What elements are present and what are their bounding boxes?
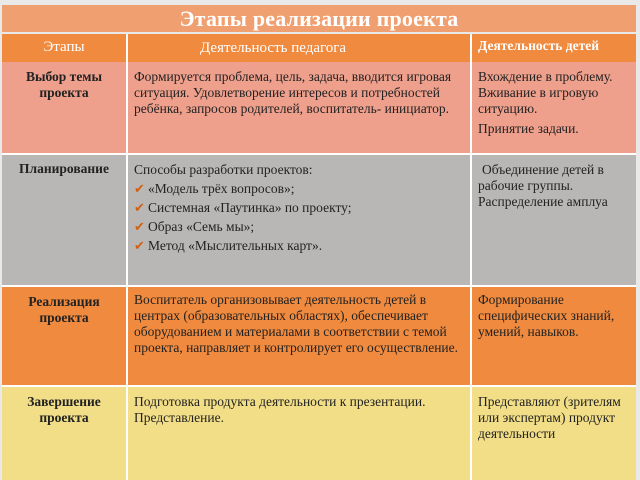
title-banner [2, 5, 636, 32]
children-implementation-text: Формирование специфических знаний, умений, навыков. [478, 292, 615, 339]
header-children-label: Деятельность детей [478, 38, 599, 53]
children-completion [472, 386, 636, 480]
list-item [134, 238, 464, 254]
children-choice [472, 62, 636, 154]
list-item-text: Образ «Семь мы»; [148, 219, 255, 234]
list-item [134, 181, 464, 197]
teacher-planning [128, 154, 470, 286]
stage-completion [2, 386, 126, 480]
teacher-implementation-text: Воспитатель организовывает деятельность детей в центрах (образовательных областях), обеспечивает оборудованием и материалами в соответствии с темой проекта, направляет и контролирует его осуществление. [134, 292, 459, 355]
teacher-implementation [128, 286, 470, 386]
teacher-planning-intro: Способы разработки проектов: [134, 162, 313, 177]
children-choice-text-2: Принятие задачи. [478, 121, 579, 136]
row-divider [2, 153, 636, 155]
list-item-text: Системная «Паутинка» по проекту; [148, 200, 352, 215]
slide-title: Этапы реализации проекта [179, 6, 459, 31]
children-completion-text: Представляют (зрителям или экспертам) продукт деятельности [478, 394, 621, 441]
stage-planning [2, 154, 126, 286]
children-planning-text: Объединение детей в рабочие группы. Распределение амплуа [478, 162, 608, 209]
checkmark-icon: ✔ [134, 200, 145, 215]
teacher-choice [128, 62, 470, 154]
row-divider [2, 385, 636, 387]
teacher-choice-text: Формируется проблема, цель, задача, вводится игровая ситуация. Удовлетворение интересов и потребностей ребёнка, запросов родителей, воспитатель- инициатор. [134, 69, 452, 116]
stage-choice [2, 62, 126, 154]
planning-methods-list [134, 181, 464, 254]
column-divider [470, 34, 472, 480]
list-item [134, 219, 464, 235]
checkmark-icon: ✔ [134, 238, 145, 253]
stage-choice-label: Выбор темы проекта [25, 69, 103, 100]
teacher-completion [128, 386, 470, 480]
checkmark-icon: ✔ [134, 219, 145, 234]
teacher-completion-text: Подготовка продукта деятельности к презентации. Представление. [134, 394, 426, 425]
list-item-text: Метод «Мыслительных карт». [148, 238, 323, 253]
stage-completion-label: Завершение проекта [27, 394, 101, 425]
children-implementation [472, 286, 636, 386]
children-planning [472, 154, 636, 286]
stage-implementation [2, 286, 126, 386]
header-teacher [128, 34, 470, 62]
header-stages [2, 34, 126, 62]
header-children [472, 34, 636, 62]
children-choice-text: Вхождение в проблему. Вживание в игровую ситуацию. [478, 69, 613, 116]
column-divider [126, 34, 128, 480]
stage-implementation-label: Реализация проекта [28, 294, 100, 325]
header-stages-label: Этапы [43, 39, 85, 55]
checkmark-icon: ✔ [134, 181, 145, 196]
stage-planning-label: Планирование [19, 161, 109, 176]
row-divider [2, 285, 636, 287]
list-item-text: «Модель трёх вопросов»; [148, 181, 295, 196]
list-item [134, 200, 464, 216]
header-teacher-label: Деятельность педагога [200, 40, 347, 56]
